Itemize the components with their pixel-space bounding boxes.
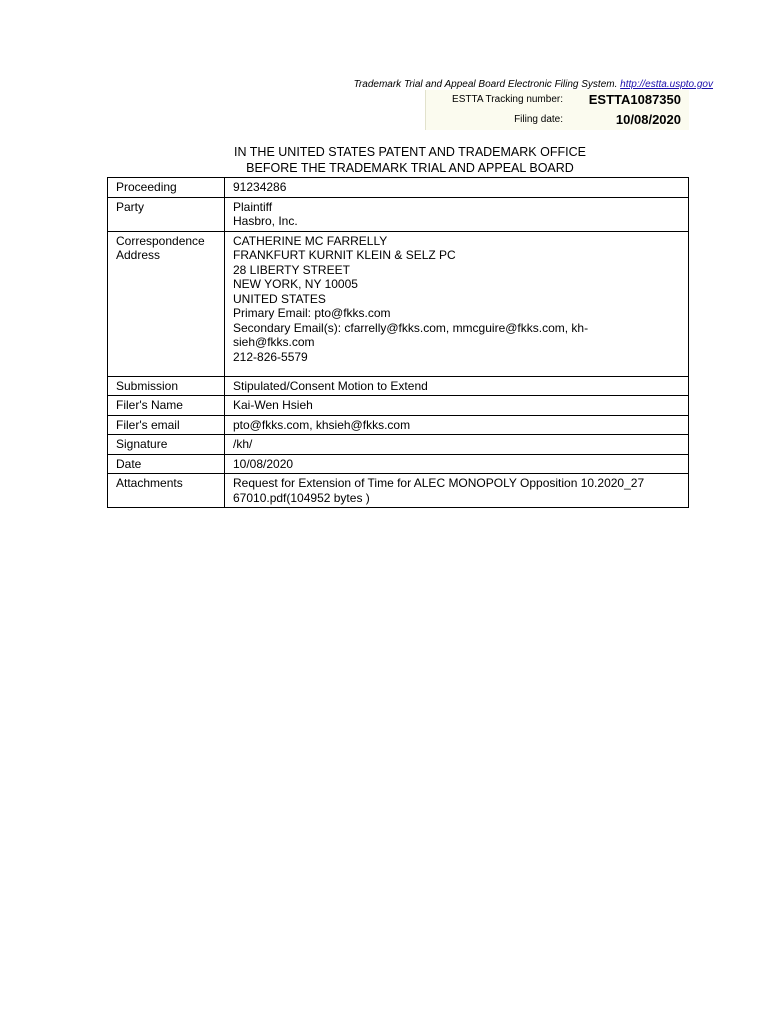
filing-date-label: Filing date: bbox=[514, 114, 563, 125]
filing-system-text: Trademark Trial and Appeal Board Electronic Filing System. bbox=[353, 79, 618, 90]
party-role: Plaintiff bbox=[233, 199, 273, 214]
table-row-proceeding bbox=[108, 178, 689, 198]
party-value bbox=[225, 197, 689, 231]
attachment-line-2: 67010.pdf(104952 bytes ) bbox=[233, 490, 370, 505]
filers-email-value: pto@fkks.com, khsieh@fkks.com bbox=[225, 415, 689, 435]
correspondence-line: FRANKFURT KURNIT KLEIN & SELZ PC bbox=[233, 248, 456, 262]
filing-system-header bbox=[300, 79, 713, 90]
signature-value: /kh/ bbox=[225, 435, 689, 455]
proceeding-label: Proceeding bbox=[108, 178, 225, 198]
table-row-date bbox=[108, 454, 689, 474]
proceeding-value: 91234286 bbox=[225, 178, 689, 198]
filing-details-table bbox=[107, 177, 689, 508]
table-row-correspondence bbox=[108, 231, 689, 376]
correspondence-line: UNITED STATES bbox=[233, 291, 326, 306]
filers-name-value: Kai-Wen Hsieh bbox=[225, 396, 689, 416]
correspondence-line: NEW YORK, NY 10005 bbox=[233, 277, 358, 291]
submission-value: Stipulated/Consent Motion to Extend bbox=[225, 376, 689, 396]
filing-date-value: 10/08/2020 bbox=[615, 112, 681, 127]
correspondence-label-line-2: Address bbox=[116, 248, 161, 262]
party-name: Hasbro, Inc. bbox=[233, 214, 298, 228]
table-row-attachments bbox=[108, 474, 689, 508]
correspondence-label bbox=[108, 231, 225, 376]
date-label: Date bbox=[108, 454, 225, 474]
document-title bbox=[200, 144, 620, 176]
tracking-box bbox=[425, 90, 689, 130]
party-label: Party bbox=[108, 197, 225, 231]
table-row-party bbox=[108, 197, 689, 231]
submission-label: Submission bbox=[108, 376, 225, 396]
correspondence-line: CATHERINE MC FARRELLY bbox=[233, 233, 388, 248]
date-value: 10/08/2020 bbox=[225, 454, 689, 474]
correspondence-value bbox=[225, 231, 689, 376]
table-row-signature bbox=[108, 435, 689, 455]
tracking-number-label: ESTTA Tracking number: bbox=[452, 94, 563, 105]
title-line-2: BEFORE THE TRADEMARK TRIAL AND APPEAL BOARD bbox=[246, 161, 574, 175]
title-line-1: IN THE UNITED STATES PATENT AND TRADEMARK OFFICE bbox=[234, 145, 586, 159]
attachment-line-1: Request for Extension of Time for ALEC MONOPOLY Opposition 10.2020_27 bbox=[233, 476, 645, 490]
attachments-label: Attachments bbox=[108, 474, 225, 508]
signature-label: Signature bbox=[108, 435, 225, 455]
table-row-filers-email bbox=[108, 415, 689, 435]
attachments-value bbox=[225, 474, 689, 508]
correspondence-line: 28 LIBERTY STREET bbox=[233, 262, 350, 277]
filing-date-row bbox=[426, 110, 689, 130]
filers-email-label: Filer's email bbox=[108, 415, 225, 435]
correspondence-line: Primary Email: pto@fkks.com bbox=[233, 306, 391, 320]
filers-name-label: Filer's Name bbox=[108, 396, 225, 416]
table-row-submission bbox=[108, 376, 689, 396]
correspondence-line: 212-826-5579 bbox=[233, 349, 308, 364]
correspondence-line: sieh@fkks.com bbox=[233, 335, 315, 349]
correspondence-line: Secondary Email(s): cfarrelly@fkks.com, mmcguire@fkks.com, kh- bbox=[233, 320, 589, 335]
tracking-number-row bbox=[426, 90, 689, 110]
table-row-filers-name bbox=[108, 396, 689, 416]
correspondence-label-line-1: Correspondence bbox=[116, 233, 205, 248]
estta-link[interactable]: http://estta.uspto.gov bbox=[620, 79, 713, 90]
tracking-number-value: ESTTA1087350 bbox=[588, 92, 681, 107]
